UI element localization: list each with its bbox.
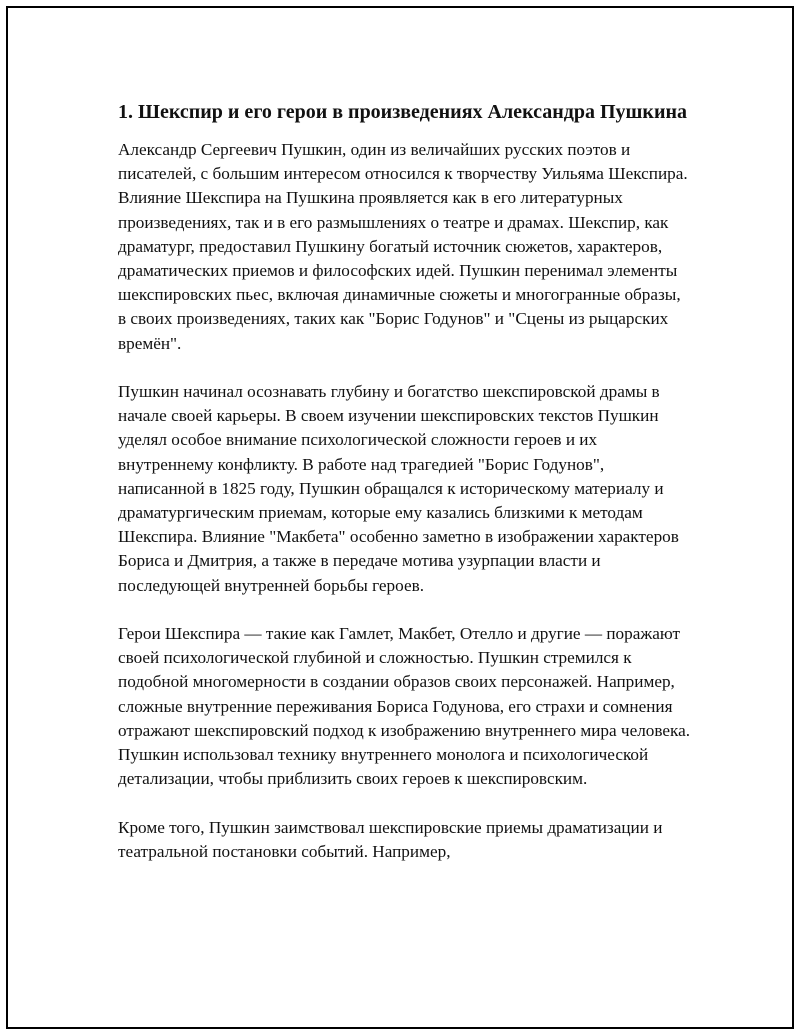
paragraph: Герои Шекспира — такие как Гамлет, Макбет, Отелло и другие — поражают своей психологической глубиной и сложностью. Пушкин стремился к подобной многомерности в создании образов своих персонажей. Например, сложные внутренние переживания Бориса Годунова, его страхи и сомнения отражают шекспировский подход к изображению внутреннего мира человека. Пушкин использовал технику внутреннего монолога и психологической детализации, чтобы приблизить своих героев к шекспировским.: [118, 624, 691, 789]
paragraph: Александр Сергеевич Пушкин, один из величайших русских поэтов и писателей, с большим интересом относился к творчеству Уильяма Шекспира. Влияние Шекспира на Пушкина проявляется как в его литературных произведениях, так и в его размышлениях о театре и драмах. Шекспир, как драматург, предоставил Пушкину богатый источник сюжетов, характеров, драматических приемов и философских идей. Пушкин перенимал элементы шекспировских пьес, включая динамичные сюжеты и многогранные образы, в своих произведениях, таких как "Борис Годунов" и "Сцены из рыцарских времён".: [118, 140, 688, 353]
paragraph: Пушкин начинал осознавать глубину и богатство шекспировской драмы в начале своей карьеры. В своем изучении шекспировских текстов Пушкин уделял особое внимание психологической сложности героев и их внутреннему конфликту. В работе над трагедией "Борис Годунов", написанной в 1825 году, Пушкин обращался к историческому материалу и драматургическим приемам, которые ему казались близкими к методам Шекспира. Влияние "Макбета" особенно заметно в изображении характеров Бориса и Дмитрия, а также в передаче мотива узурпации власти и последующей внутренней борьбы героев.: [118, 382, 679, 595]
section-heading: 1. Шекспир и его герои в произведениях Александра Пушкина: [118, 101, 687, 123]
page-frame: [6, 6, 794, 1029]
document-body: [118, 98, 693, 888]
paragraph: Кроме того, Пушкин заимствовал шекспировские приемы драматизации и театральной постановки событий. Например,: [118, 817, 663, 861]
